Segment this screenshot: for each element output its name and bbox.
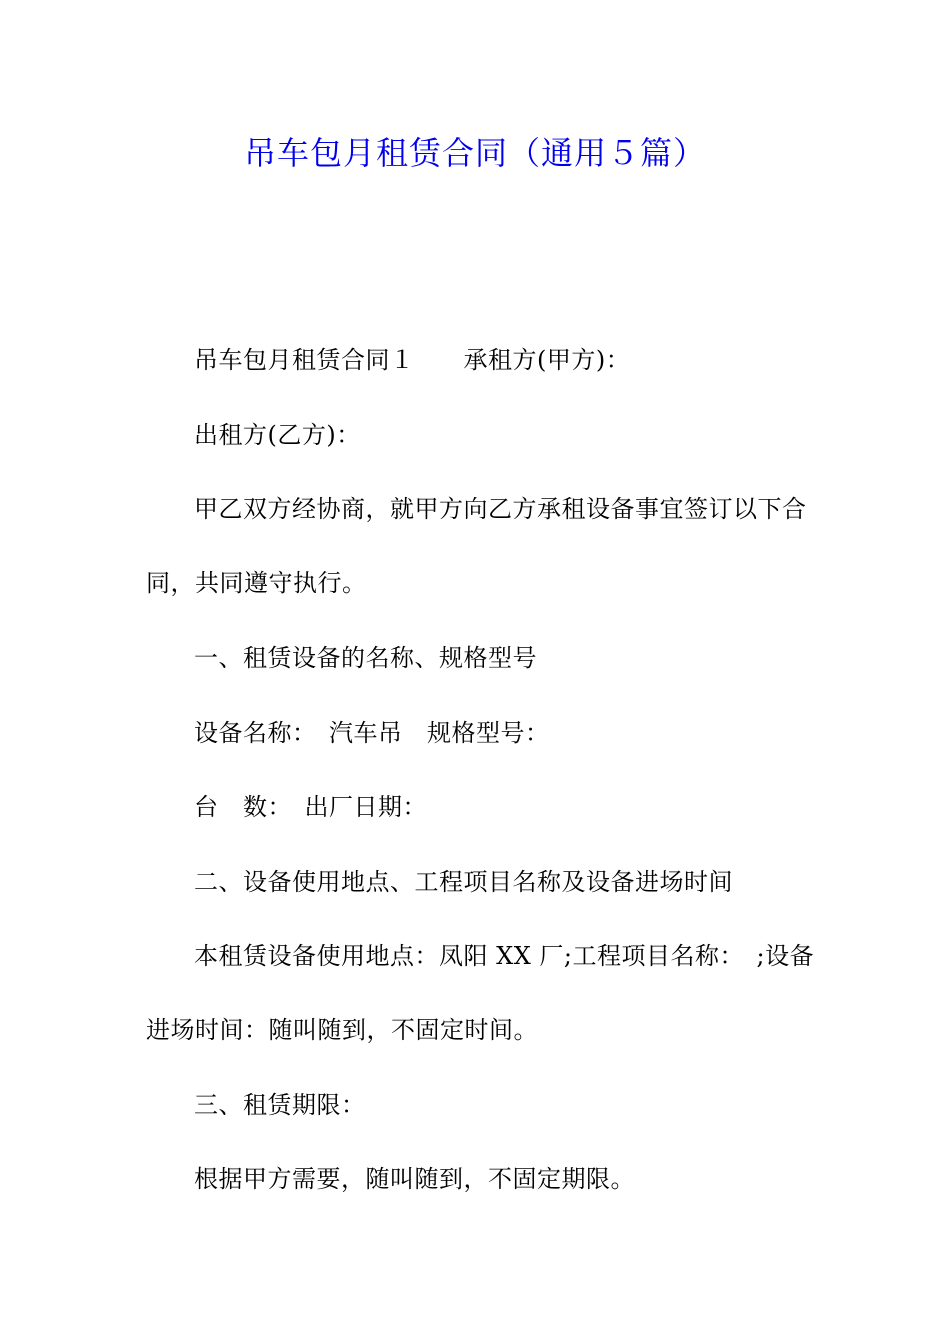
paragraph-line: 设备名称： 汽车吊 规格型号： — [194, 719, 550, 747]
paragraph-line: 进场时间：随叫随到，不固定时间。 — [146, 1016, 538, 1044]
paragraph-line: 台 数： 出厂日期： — [194, 793, 427, 821]
paragraph-line: 同，共同遵守执行。 — [146, 569, 367, 597]
paragraph-line: 本租赁设备使用地点：凤阳 XX 厂;工程项目名称： ;设备 — [194, 942, 815, 970]
section-heading: 二、设备使用地点、工程项目名称及设备进场时间 — [194, 868, 733, 896]
paragraph-line: 根据甲方需要，随叫随到，不固定期限。 — [194, 1165, 635, 1193]
section-heading: 三、租赁期限： — [194, 1091, 366, 1119]
paragraph-line: 吊车包月租赁合同１ 承租方(甲方)： — [194, 346, 631, 374]
paragraph-line: 甲乙双方经协商，就甲方向乙方承租设备事宜签订以下合 — [194, 495, 807, 523]
section-heading: 一、租赁设备的名称、规格型号 — [194, 644, 537, 672]
paragraph-line: 出租方(乙方)： — [194, 421, 361, 449]
document-title: 吊车包月租赁合同（通用５篇） — [243, 134, 706, 172]
